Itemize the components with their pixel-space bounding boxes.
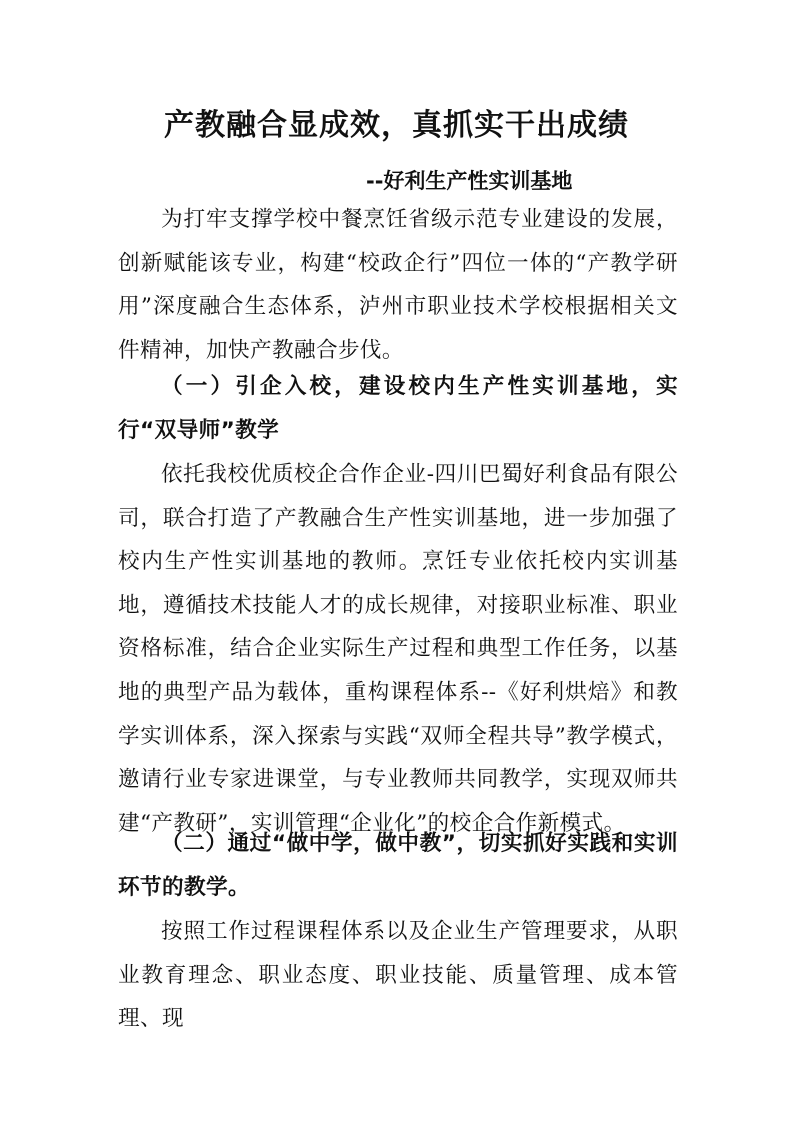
document-subtitle: --好利生产性实训基地 bbox=[366, 169, 573, 193]
section-2-paragraph: 按照工作过程课程体系以及企业生产管理要求，从职业教育理念、职业态度、职业技能、质量管理、成本管理、现 bbox=[118, 919, 678, 1032]
section-2-heading: （二）通过“做中学，做中教”，切实抓好实践和实训环节的教学。 bbox=[118, 831, 678, 900]
document-title: 产教融合显成效，真抓实干出成绩 bbox=[164, 108, 629, 143]
section-1-heading: （一）引企入校，建设校内生产性实训基地，实行“双导师”教学 bbox=[118, 374, 678, 443]
intro-paragraph: 为打牢支撑学校中餐烹饪省级示范专业建设的发展，创新赋能该专业，构建“校政企行”四位一体的“产教学研用”深度融合生态体系，泸州市职业技术学校根据相关文件精神，加快产教融合步伐。 bbox=[118, 207, 678, 363]
section-1-paragraph: 依托我校优质校企合作企业-四川巴蜀好利食品有限公司，联合打造了产教融合生产性实训基地，进一步加强了校内生产性实训基地的教师。烹饪专业依托校内实训基地，遵循技术技能人才的成长规律，对接职业标准、职业资格标准，结合企业实际生产过程和典型工作任务，以基地的典型产品为载体，重构课程体系--《好利烘焙》和教学实训体系，深入探索与实践“双师全程共导”教学模式，邀请行业专家进课堂，与专业教师共同教学，实现双师共建“产教研”，实训管理“企业化”的校企合作新模式。 bbox=[118, 462, 678, 836]
